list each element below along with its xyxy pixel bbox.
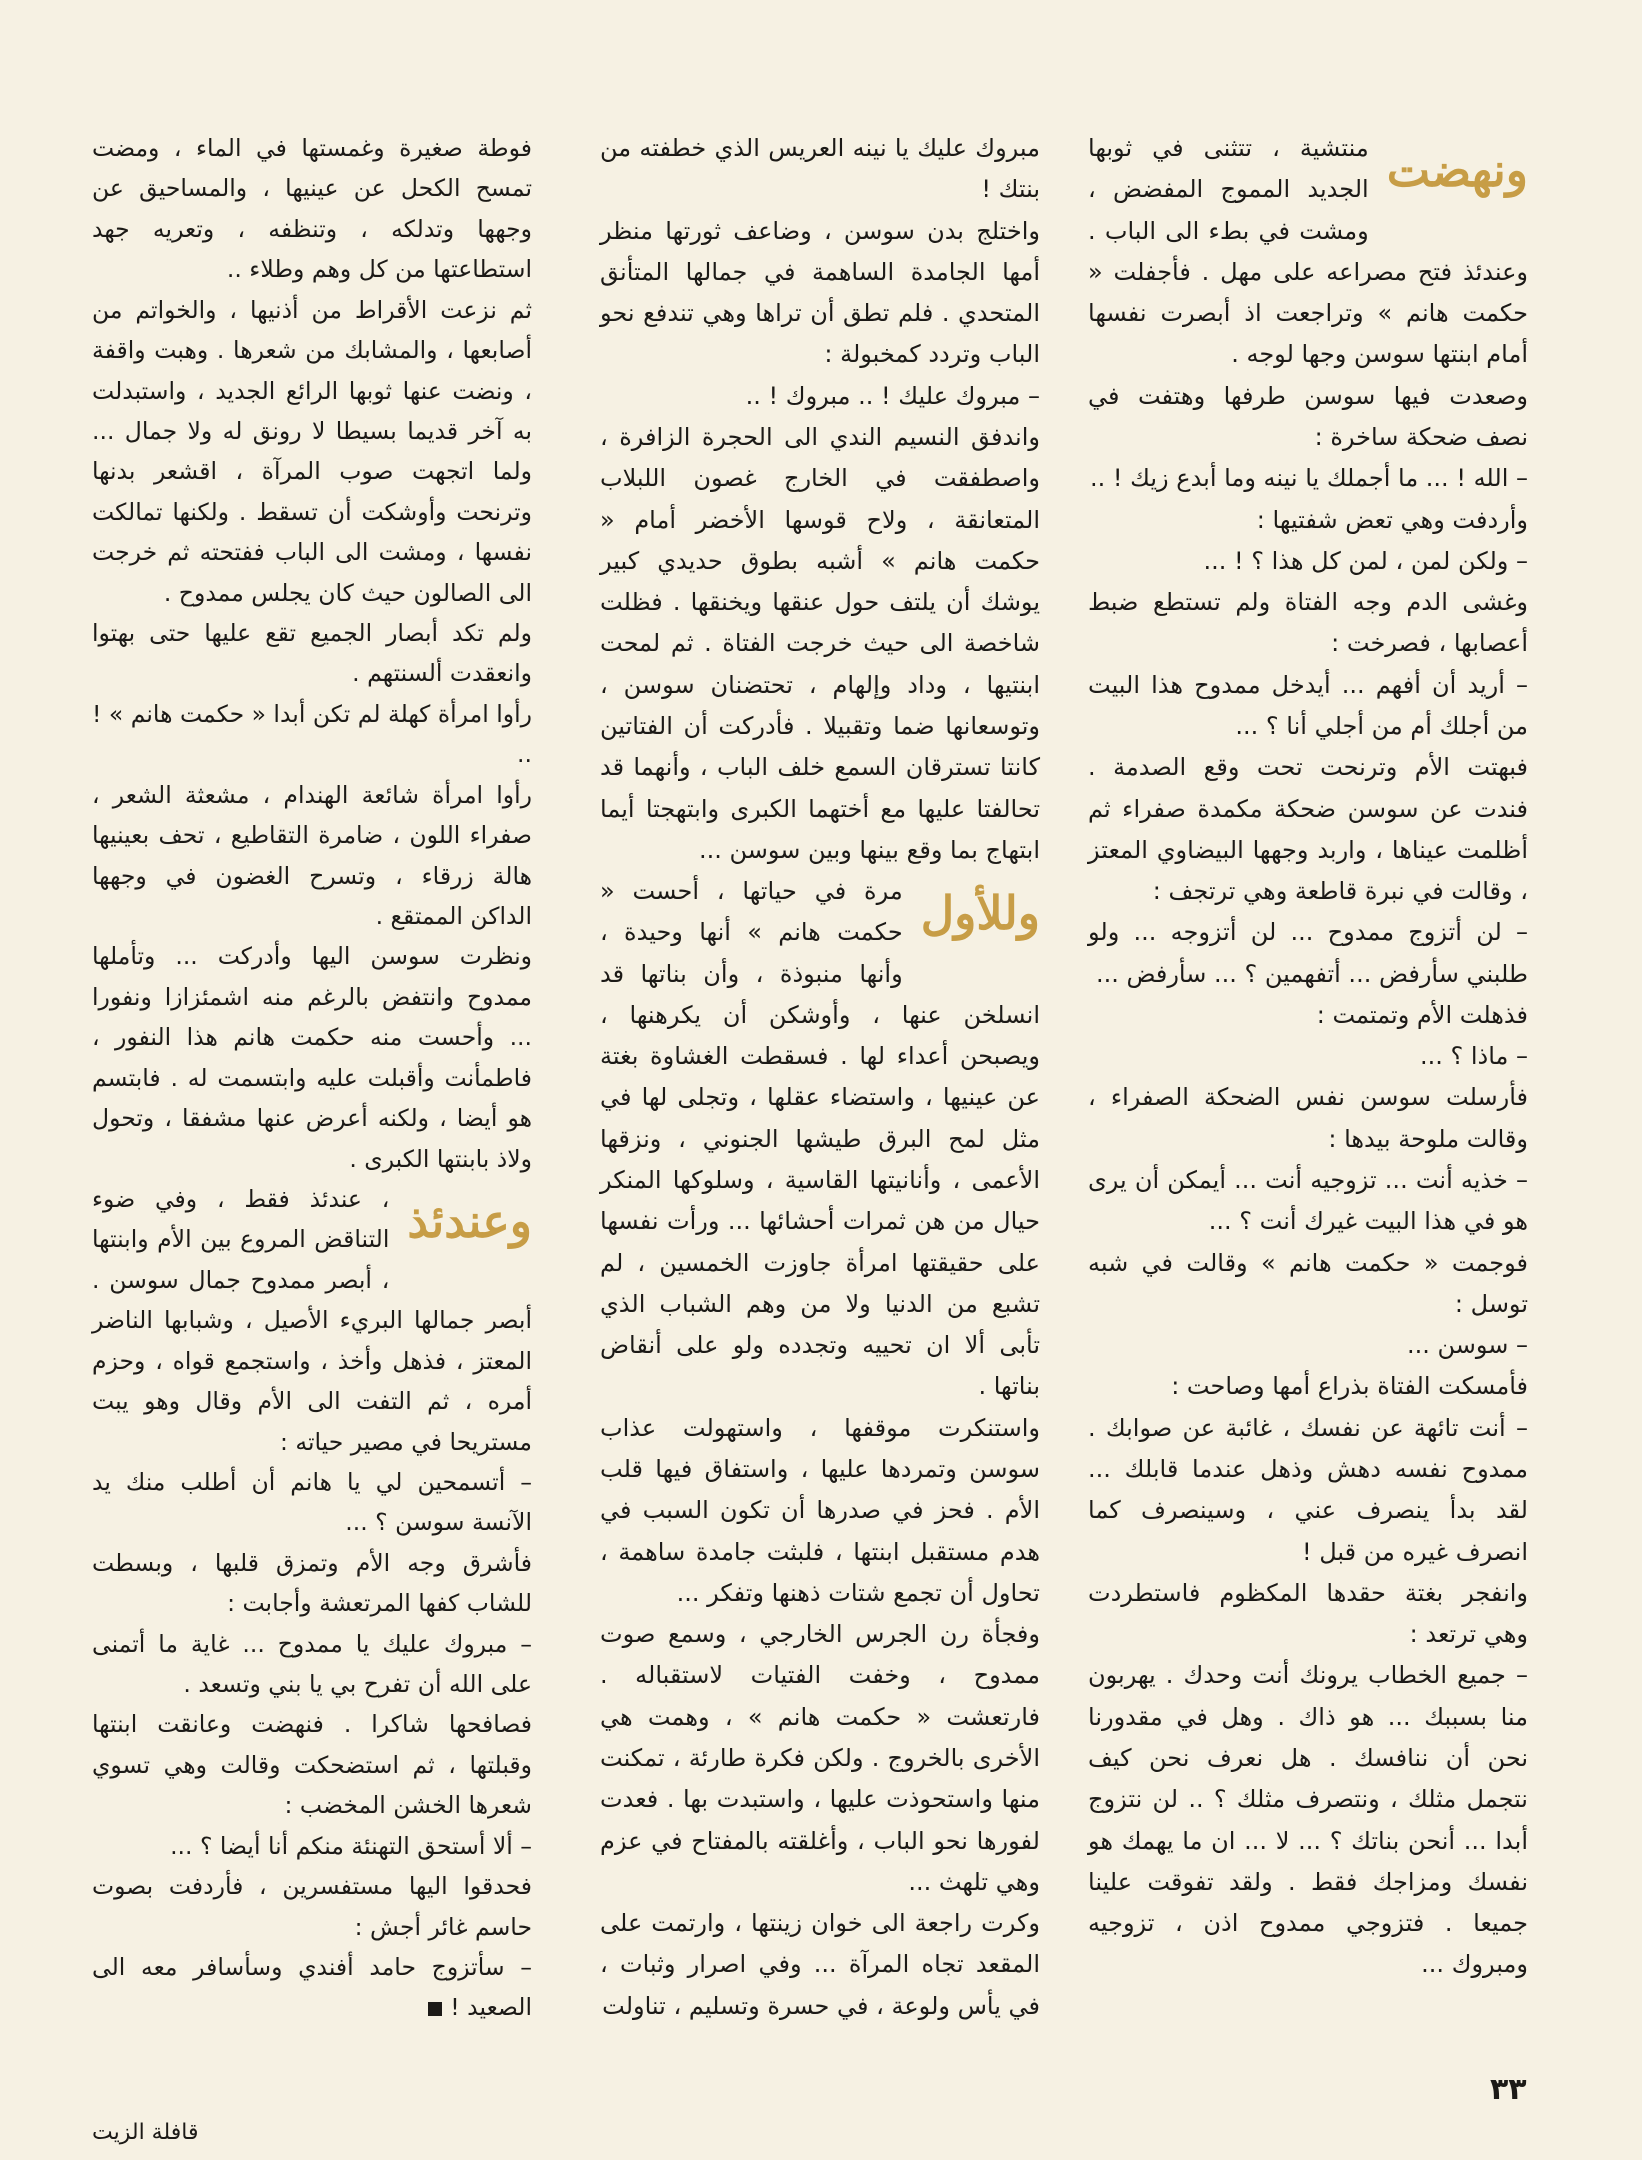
- paragraph: واختلج بدن سوسن ، وضاعف ثورتها منظر أمها الجامدة الساهمة في جمالها المتأنق المتحدي . فلم تطق أن تراها وهي تندفع نحو الباب وتردد كمخبولة :: [600, 216, 1040, 369]
- paragraph: وأردفت وهي تعض شفتيها :: [1256, 505, 1528, 534]
- paragraph: مرة في حياتها ، أحست « حكمت هانم » أنها وحيدة ، وأنها منبوذة ، وأن بناتها قد انسلخن عنها ، وأوشكن أن يكرهنها ، ويصبحن أعداء لها . فسقطت الغشاوة بغتة عن عينيها ، واستضاء عقلها ، وتجلى لها في مثل لمح البرق طيشها الجنوني ، ونزقها الأعمى ، وأنانيتها القاسية ، وسلوكها المنكر حيال من هن ثمرات أحشائها ... ورأت نفسها على حقيقتها امرأة جاوزت الخمسين ، لم تشبع من الدنيا ولا من وهم الشباب الذي تأبى ألا ان تحييه وتجدده ولو على أنقاض بناتها .: [600, 877, 1040, 1401]
- dialogue-line: [92, 1947, 532, 2028]
- paragraph: فوجمت « حكمت هانم » وقالت في شبه توسل :: [1088, 1248, 1528, 1318]
- dialogue-line: – ماذا ؟ ...: [1419, 1042, 1528, 1071]
- dialogue-line: – أريد أن أفهم ... أيدخل ممدوح هذا البيت من أجلك أم من أجلي أنا ؟ ...: [1088, 670, 1528, 740]
- paragraph: مبروك عليك يا نينه العريس الذي خطفته من بنتك !: [600, 134, 1040, 204]
- paragraph: فأرسلت سوسن نفس الضحكة الصفراء ، وقالت ملوحة بيدها :: [1088, 1083, 1528, 1153]
- paragraph: واندفق النسيم الندي الى الحجرة الزافرة ، واصطفقت في الخارج غصون اللبلاب المتعانقة ، ولاح قوسها الأخضر أمام « حكمت هانم » أشبه بطوق حديدي كبير يوشك أن يلتف حول عنقها ويخنقها . فظلت شاخصة الى حيث خرجت الفتاة . ثم لمحت ابنتيها ، وداد وإلهام ، تحتضنان سوسن ، وتوسعانها ضما وتقبيلا . فأدركت أن الفتاتين كانتا تسترقان السمع خلف الباب ، وأنهما قد تحالفتا عليها مع أختهما الكبرى وابتهجتا أيما ابتهاج بما وقع بينها وبين سوسن ...: [600, 422, 1040, 864]
- dialogue-line: – ولكن لمن ، لمن كل هذا ؟ ! ...: [1203, 546, 1528, 575]
- column-right: [1088, 128, 1528, 1986]
- dialogue-line: – خذيه أنت ... تزوجيه أنت ... أيمكن أن يرى هو في هذا البيت غيرك أنت ؟ ...: [1088, 1166, 1528, 1236]
- column-left: [92, 128, 532, 2028]
- paragraph: وغشى الدم وجه الفتاة ولم تستطع ضبط أعصابها ، فصرخت :: [1088, 588, 1528, 658]
- dialogue-line: – لن أتزوج ممدوح ... لن أتزوجه ... ولو طلبني سأرفض ... أتفهمين ؟ ... سأرفض ...: [1088, 918, 1528, 988]
- decorative-heading-3: وعندئذ: [407, 1193, 532, 1248]
- paragraph: فأمسكت الفتاة بذراع أمها وصاحت :: [1171, 1372, 1528, 1401]
- paragraph: وكرت راجعة الى خوان زينتها ، وارتمت على المقعد تجاه المرآة ... وفي اصرار وثبات ، في يأس ولوعة ، في حسرة وتسليم ، تناولت: [600, 1909, 1040, 2020]
- dialogue-line: – ألا أستحق التهنئة منكم أنا أيضا ؟ ...: [170, 1831, 532, 1860]
- dialogue-line: – أتسمحين لي يا هانم أن أطلب منك يد الآنسة سوسن ؟ ...: [92, 1467, 532, 1537]
- final-line-text: – سأتزوج حامد أفندي وسأسافر معه الى الصعيد !: [92, 1952, 532, 2022]
- column-middle: [600, 128, 1040, 2027]
- decorative-heading-2: وللأول: [920, 886, 1040, 941]
- paragraph: فحدقوا اليها مستفسرين ، فأردفت بصوت حاسم غائر أجش :: [92, 1872, 532, 1941]
- paragraph: منتشية ، تتثنى في ثوبها الجديد المموج المفضض ، ومشت في بطء الى الباب . وعندئذ فتح مصراعه على مهل . فأجفلت « حكمت هانم » وتراجعت اذ أبصرت نفسها أمام ابنتها سوسن وجها لوجه .: [1088, 134, 1528, 369]
- decorative-heading-1: ونهضت: [1386, 143, 1528, 197]
- paragraph: فصافحها شاكرا . فنهضت وعانقت ابنتها وقبلتها ، ثم استضحكت وقالت وهي تسوي شعرها الخشن المخضب :: [92, 1710, 532, 1820]
- paragraph: واستنكرت موقفها ، واستهولت عذاب سوسن وتمردها عليها ، واستفاق فيها قلب الأم . فحز في صدرها أن تكون السبب في هدم مستقبل ابنتها ، فلبثت جامدة ساهمة ، تحاول أن تجمع شتات ذهنها وتفكر ...: [600, 1413, 1040, 1607]
- paragraph: رأوا امرأة كهلة لم تكن أبدا « حكمت هانم » ! ..: [92, 699, 532, 769]
- paragraph: فوطة صغيرة وغمستها في الماء ، ومضت تمسح الكحل عن عينيها ، والمساحيق عن وجهها وتدلكه ، وتنظفه ، وتعريه جهد استطاعتها من كل وهم وطلاء ..: [92, 134, 532, 284]
- dialogue-line: – مبروك عليك يا ممدوح ... غاية ما أتمنى على الله أن تفرح بي يا بني وتسعد .: [92, 1629, 532, 1699]
- dialogue-line: – سوسن ...: [1406, 1331, 1528, 1360]
- paragraph: رأوا امرأة شائعة الهندام ، مشعثة الشعر ، صفراء اللون ، ضامرة التقاطيع ، تحف بعينيها هالة زرقاء ، وتسرح الغضون في وجهها الداكن الممتقع .: [92, 780, 532, 931]
- page-number: ٣٣: [1490, 2072, 1527, 2107]
- paragraph: فبهتت الأم وترنحت تحت وقع الصدمة . فندت عن سوسن ضحكة مكمدة صفراء ثم أظلمت عيناها ، واربد وجهها البيضاوي المعتز ، وقالت في نبرة قاطعة وهي ترتجف :: [1088, 753, 1528, 906]
- dialogue-line: – جميع الخطاب يرونك أنت وحدك . يهربون منا بسببك ... هو ذاك . وهل في مقدورنا نحن أن ننافسك . هل نعرف نحن كيف نتجمل مثلك ، ونتصرف مثلك ؟ .. لن نتزوج أبدا ... أنحن بناتك ؟ ... لا ... ان ما يهمك هو نفسك ومزاجك فقط . ولقد تفوقت علينا جميعا . فتزوجي ممدوح اذن ، تزوجيه ومبروك ...: [1088, 1661, 1528, 1979]
- paragraph: ، عندئذ فقط ، وفي ضوء التناقض المروع بين الأم وابنتها ، أبصر ممدوح جمال سوسن . أبصر جمالها البريء الأصيل ، وشبابها الناضر المعتز ، فذهل وأخذ ، واستجمع قواه ، وحزم أمره ، ثم التفت الى الأم وقال وهو يبت مستريحا في مصير حياته :: [92, 1184, 532, 1456]
- dialogue-line: – مبروك عليك ! .. مبروك ! ..: [745, 381, 1040, 410]
- dialogue-line: – الله ! ... ما أجملك يا نينه وما أبدع زيك ! ..: [1090, 464, 1528, 493]
- paragraph: ولم تكد أبصار الجميع تقع عليها حتى بهتوا وانعقدت ألسنتهم .: [92, 619, 532, 688]
- magazine-name-footer: قافلة الزيت: [92, 2120, 199, 2145]
- paragraph: فأشرق وجه الأم وتمزق قلبها ، وبسطت للشاب كفها المرتعشة وأجابت :: [92, 1548, 532, 1618]
- paragraph: وصعدت فيها سوسن طرفها وهتفت في نصف ضحكة ساخرة :: [1088, 381, 1528, 451]
- dialogue-line: – أنت تائهة عن نفسك ، غائبة عن صوابك . ممدوح نفسه دهش وذهل عندما قابلك ... لقد بدأ ينصرف عني ، وسينصرف كما انصرف غيره من قبل !: [1088, 1413, 1528, 1566]
- paragraph: ونظرت سوسن اليها وأدركت ... وتأملها ممدوح وانتفض بالرغم منه اشمئزازا ونفورا ... وأحست منه حكمت هانم هذا النفور ، فاطمأنت وأقبلت عليه وابتسمت له . فابتسم هو أيضا ، ولكنه أعرض عنها مشفقا ، وتحول ولاذ بابنتها الكبرى .: [92, 942, 532, 1173]
- paragraph: فذهلت الأم وتمتمت :: [1316, 1000, 1528, 1029]
- paragraph: وانفجر بغتة حقدها المكظوم فاستطردت وهي ترتعد :: [1088, 1578, 1528, 1649]
- paragraph: وفجأة رن الجرس الخارجي ، وسمع صوت ممدوح ، وخفت الفتيات لاستقباله . فارتعشت « حكمت هانم » ، وهمت هي الأخرى بالخروج . ولكن فكرة طارئة ، تمكنت منها واستحوذت عليها ، واستبدت بها . فعدت لفورها نحو الباب ، وأغلقته بالمفتاح في عزم وهي تلهث ...: [600, 1620, 1040, 1896]
- end-of-story-mark-icon: [428, 2002, 442, 2016]
- paragraph: ثم نزعت الأقراط من أذنيها ، والخواتم من أصابعها ، والمشابك من شعرها . وهبت واقفة ، ونضت عنها ثوبها الرائع الجديد ، واستبدلت به آخر قديما بسيطا لا رونق له ولا جمال ... ولما اتجهت صوب المرآة ، اقشعر بدنها وترنحت وأوشكت أن تسقط . ولكنها تمالكت نفسها ، ومشت الى الباب ففتحته ثم خرجت الى الصالون حيث كان يجلس ممدوح .: [92, 295, 532, 607]
